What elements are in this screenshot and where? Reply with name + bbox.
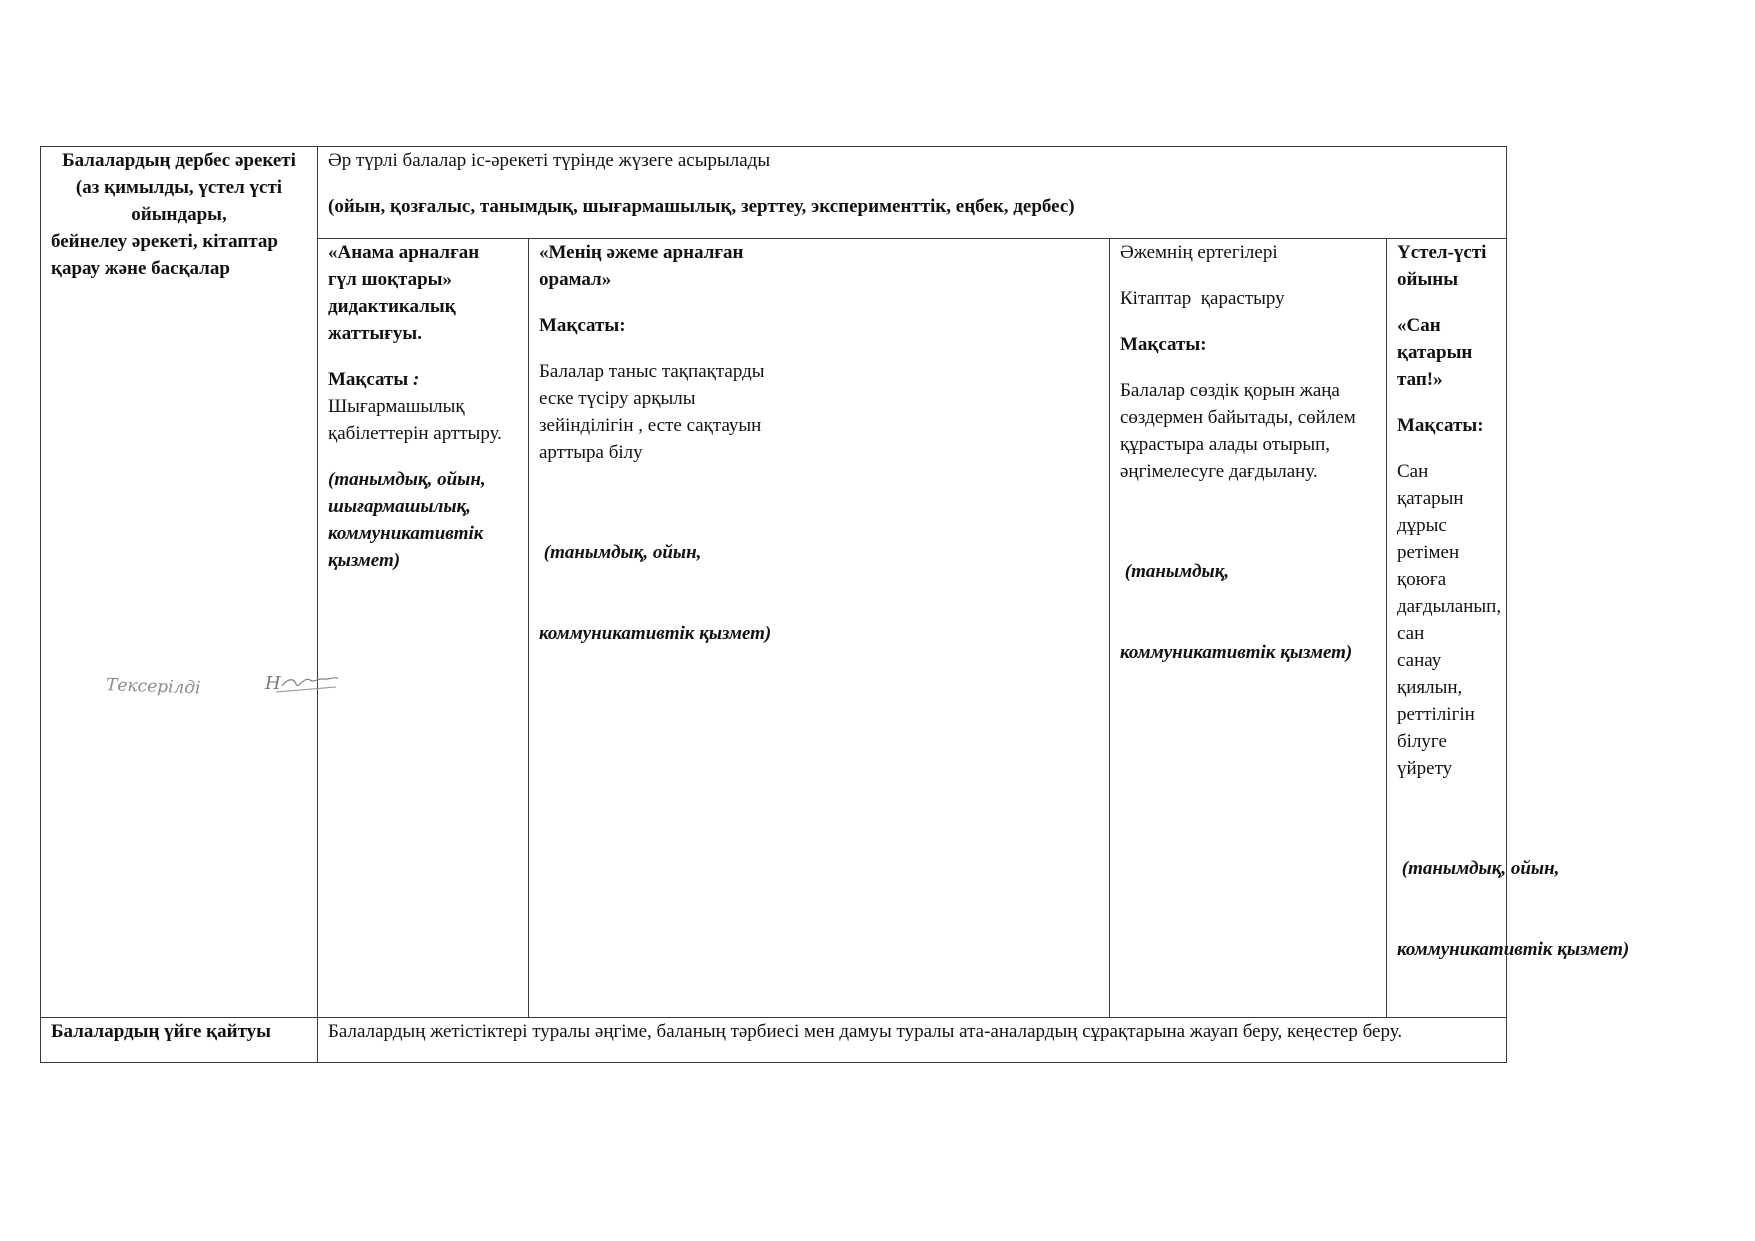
activity-tags-line: коммуникативтік қызмет)	[1397, 939, 1630, 960]
handwritten-signature-image	[100, 664, 350, 712]
goal-line: қоюға дағдыланып, сан	[1397, 569, 1502, 644]
summary-text: Әр түрлі балалар іс-әрекеті түрінде жүзеге асырылады	[328, 150, 771, 171]
activity-subtitle: Кітаптар қарастыру	[1120, 288, 1285, 309]
goal-line: еске түсіру арқылы	[539, 388, 696, 409]
goal-line: білуге үйрету	[1397, 731, 1453, 779]
activity-title-line: «Менің әжеме арналған	[539, 242, 744, 263]
goal-line: әңгімелесуге дағдылану.	[1120, 461, 1318, 482]
activity-tags-line: (танымдық, ойын,	[539, 542, 702, 563]
activity-title-line: «Анама арналған	[328, 242, 480, 263]
activity-title-line: жаттығуы.	[328, 323, 422, 344]
independent-activity-header	[41, 147, 318, 1018]
signature-text: Тексерілді	[105, 675, 201, 699]
goal-label: Мақсаты	[328, 369, 409, 390]
activity-cell-4	[1387, 239, 1630, 1018]
independent-summary-row	[41, 147, 1507, 239]
daily-plan-table	[40, 146, 1630, 1063]
activity-cell-3	[1110, 239, 1387, 1018]
activity-cell-1	[318, 239, 529, 1018]
goal-line: арттыра білу	[539, 442, 643, 463]
activity-tags-line: (танымдық, ойын,	[1397, 858, 1560, 879]
goal-line: сөздермен байытады, сөйлем	[1120, 407, 1356, 428]
goal-label: Мақсаты:	[1120, 334, 1207, 355]
activity-tags-line: қызмет)	[328, 550, 401, 571]
goal-line: Балалар сөздік қорын жаңа	[1120, 380, 1340, 401]
goal-line: құрастыра алады отырып,	[1120, 434, 1331, 455]
goal-line: санау қиялын, реттілігін	[1397, 650, 1475, 725]
goal-label: Мақсаты:	[1397, 415, 1484, 436]
activity-title-line: дидактикалық	[328, 296, 456, 317]
activity-title-line: орамал»	[539, 269, 612, 290]
activity-cell-2	[529, 239, 1110, 1018]
activity-subtitle: «Сан қатарын тап!»	[1397, 315, 1473, 390]
activity-tags-line: (танымдық, ойын,	[328, 469, 486, 490]
activity-title: Әжемнің ертегілері	[1120, 242, 1278, 263]
activity-tags-line: коммуникативтік	[328, 523, 484, 544]
signature-initial: Н	[265, 673, 281, 694]
goal-line: Сан қатарын дұрыс ретімен	[1397, 461, 1464, 563]
header-line: бейнелеу әрекеті, кітаптар	[51, 231, 278, 252]
activity-title-line: гүл шоқтары»	[328, 269, 452, 290]
activity-tags-line: коммуникативтік қызмет)	[1120, 642, 1353, 663]
header-line: Балалардың дербес әрекеті	[62, 150, 296, 171]
goal-line: Балалар таныс тақпақтарды	[539, 361, 765, 382]
summary-activity-types: (ойын, қозғалыс, танымдық, шығармашылық, зерттеу, эксперименттік, еңбек, дербес)	[328, 196, 1075, 217]
goal-colon: :	[408, 369, 420, 390]
signature-underline	[276, 687, 336, 692]
header-line: қарау және басқалар	[51, 258, 230, 279]
going-home-text: Балалардың жетістіктері туралы әңгіме, баланың тәрбиесі мен дамуы туралы ата-аналардың сұрақтарына жауап беру, кеңестер беру.	[318, 1018, 1507, 1063]
activity-tags-line: коммуникативтік қызмет)	[539, 623, 772, 644]
header-line: ойындары,	[131, 204, 227, 225]
signature-stroke	[282, 678, 338, 686]
going-home-row	[41, 1018, 1507, 1063]
signature-stamp	[100, 664, 350, 712]
activity-title: Үстел-үсті ойыны	[1397, 242, 1487, 290]
going-home-header: Балалардың үйге қайтуы	[41, 1018, 318, 1063]
activity-tags-line: шығармашылық,	[328, 496, 471, 517]
goal-label: Мақсаты:	[539, 315, 626, 336]
goal-line: қабілеттерін арттыру.	[328, 423, 502, 444]
activity-tags-line: (танымдық,	[1120, 561, 1230, 582]
goal-line: Шығармашылық	[328, 396, 465, 417]
goal-line: зейінділігін , есте сақтауын	[539, 415, 762, 436]
header-line: (аз қимылды, үстел үсті	[75, 177, 283, 198]
activity-summary-cell	[318, 147, 1507, 239]
